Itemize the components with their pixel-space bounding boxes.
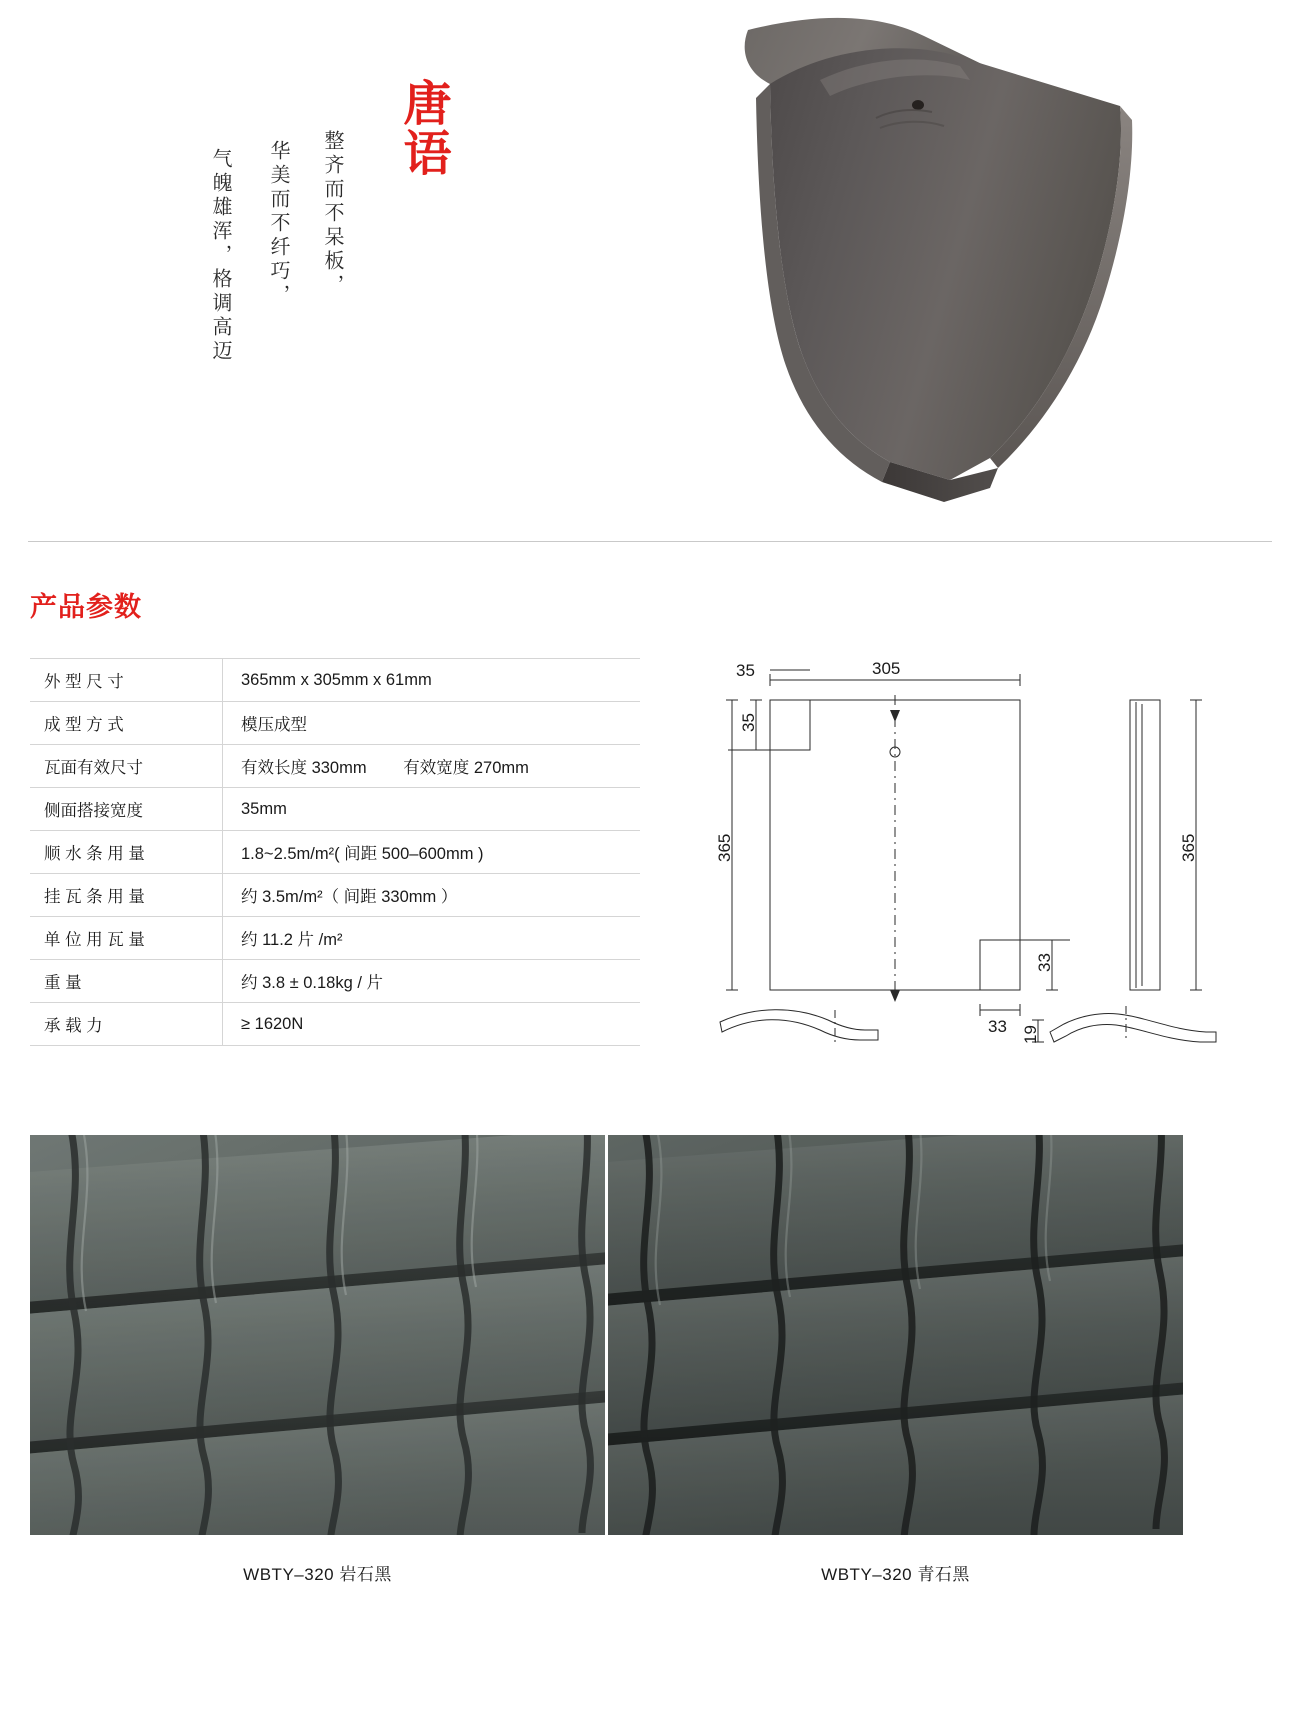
dim-label-length-right: 365 bbox=[1179, 833, 1198, 862]
hero-divider bbox=[28, 541, 1272, 542]
spec-key: 外 型 尺 寸 bbox=[30, 659, 223, 702]
spec-value: 约 3.8 ± 0.18kg / 片 bbox=[223, 960, 641, 1003]
dim-label-overlap-top: 35 bbox=[736, 661, 755, 680]
spec-value: 1.8~2.5m/m²( 间距 500–600mm ) bbox=[223, 831, 641, 874]
table-row bbox=[30, 831, 640, 874]
hero-product-image bbox=[520, 10, 1140, 520]
table-row bbox=[30, 917, 640, 960]
table-row bbox=[30, 960, 640, 1003]
product-photo-rock-black bbox=[30, 1135, 605, 1535]
spec-value: 365mm x 305mm x 61mm bbox=[223, 659, 641, 702]
spec-key: 承 载 力 bbox=[30, 1003, 223, 1046]
spec-value: ≥ 1620N bbox=[223, 1003, 641, 1046]
table-row bbox=[30, 788, 640, 831]
spec-key: 挂 瓦 条 用 量 bbox=[30, 874, 223, 917]
spec-value: 35mm bbox=[223, 788, 641, 831]
slogan-line-2: 华美而不纤巧， bbox=[267, 140, 291, 308]
dim-label-thickness: 19 bbox=[1021, 1025, 1040, 1044]
spec-key: 顺 水 条 用 量 bbox=[30, 831, 223, 874]
section-title-product-params: 产品参数 bbox=[30, 592, 142, 623]
product-photo-bluestone-black bbox=[608, 1135, 1183, 1535]
dim-label-lip-right: 33 bbox=[1035, 953, 1054, 972]
spec-value: 约 11.2 片 /m² bbox=[223, 917, 641, 960]
spec-value: 有效长度 330mm 有效宽度 270mm bbox=[223, 745, 641, 788]
spec-key: 单 位 用 瓦 量 bbox=[30, 917, 223, 960]
spec-value: 约 3.5m/m²（ 间距 330mm ） bbox=[223, 874, 641, 917]
spec-key: 成 型 方 式 bbox=[30, 702, 223, 745]
hero-section bbox=[0, 0, 1300, 540]
table-row bbox=[30, 745, 640, 788]
dim-label-overlap-left: 35 bbox=[739, 713, 758, 732]
table-row bbox=[30, 659, 640, 702]
dim-label-length-left: 365 bbox=[715, 833, 734, 862]
technical-drawing bbox=[660, 640, 1280, 1060]
slogan-line-3: 气魄雄浑，格调高迈 bbox=[209, 148, 233, 364]
table-row bbox=[30, 1003, 640, 1046]
photo-caption-rock-black: WBTY–320 岩石黑 bbox=[243, 1565, 392, 1584]
spec-key: 侧面搭接宽度 bbox=[30, 788, 223, 831]
page-title: 唐语 bbox=[395, 78, 451, 178]
spec-key: 重 量 bbox=[30, 960, 223, 1003]
spec-value: 模压成型 bbox=[223, 702, 641, 745]
dim-label-lip-bottom: 33 bbox=[988, 1017, 1007, 1036]
photo-caption-bluestone-black: WBTY–320 青石黑 bbox=[821, 1565, 970, 1584]
table-row bbox=[30, 874, 640, 917]
dim-label-width-top: 305 bbox=[872, 659, 901, 678]
spec-table bbox=[30, 658, 640, 1046]
spec-key: 瓦面有效尺寸 bbox=[30, 745, 223, 788]
table-row bbox=[30, 702, 640, 745]
slogan-line-1: 整齐而不呆板， bbox=[321, 130, 345, 298]
